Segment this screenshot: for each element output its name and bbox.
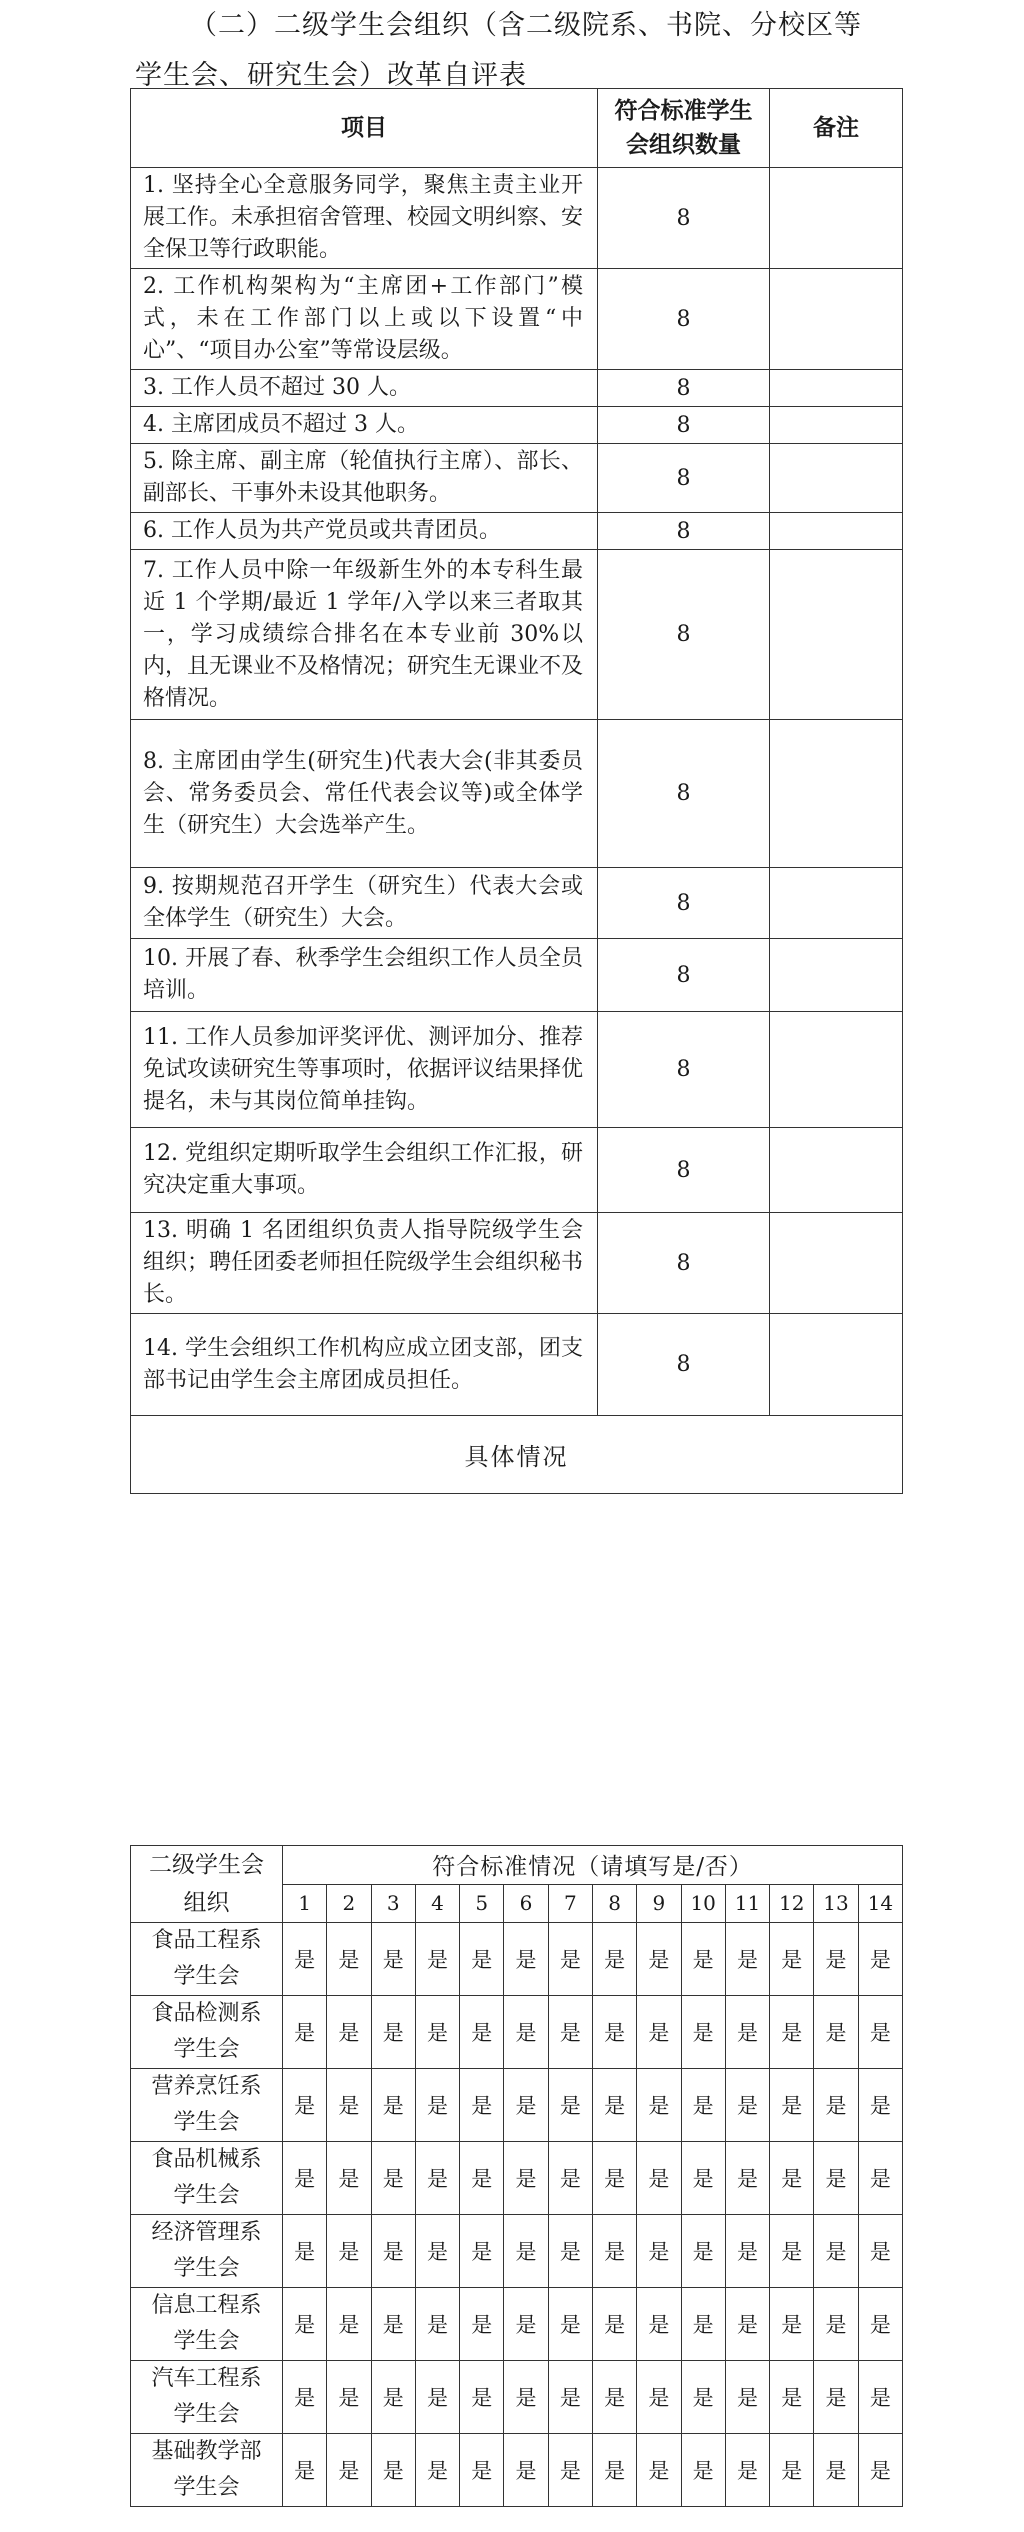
status-row [131, 2434, 903, 2507]
status-value: 是 [814, 2434, 858, 2507]
status-value: 是 [814, 1923, 858, 1996]
status-value: 是 [327, 2142, 371, 2215]
status-value: 是 [592, 1996, 636, 2069]
status-value: 是 [283, 2434, 327, 2507]
item-number: 12 [770, 1884, 814, 1923]
table-row [131, 939, 903, 1012]
status-value: 是 [814, 2142, 858, 2215]
status-value: 是 [548, 1996, 592, 2069]
status-value: 是 [548, 2069, 592, 2142]
status-value: 是 [371, 1996, 415, 2069]
status-value: 是 [681, 2215, 725, 2288]
header-note: 备注 [770, 89, 903, 168]
item-number: 13 [814, 1884, 858, 1923]
status-value: 是 [681, 2434, 725, 2507]
status-value: 是 [415, 2069, 459, 2142]
status-value: 是 [770, 2288, 814, 2361]
status-value: 是 [592, 2142, 636, 2215]
org-name-line-2: 学生会 [173, 2183, 240, 2208]
org-name-line-2: 学生会 [173, 2329, 240, 2354]
org-name-line-2: 学生会 [173, 2037, 240, 2062]
status-value: 是 [460, 2142, 504, 2215]
detail-title-row [131, 1416, 903, 1494]
header-count-line-2: 会组织数量 [626, 132, 741, 158]
status-value: 是 [592, 1923, 636, 1996]
item-note [770, 1128, 903, 1213]
org-name-line-1: 食品工程系 [151, 1928, 262, 1953]
org-header-line-2: 组织 [183, 1890, 230, 1916]
status-value: 是 [770, 2142, 814, 2215]
item-number: 8 [592, 1884, 636, 1923]
status-value: 是 [371, 2215, 415, 2288]
status-value: 是 [283, 1996, 327, 2069]
item-text: 13. 明确 1 名团组织负责人指导院级学生会组织；聘任团委老师担任院级学生会组织秘书长。 [131, 1213, 598, 1314]
item-text: 4. 主席团成员不超过 3 人。 [131, 407, 598, 444]
status-value: 是 [504, 2142, 548, 2215]
table-row [131, 407, 903, 444]
item-count: 8 [598, 444, 770, 513]
table-row [131, 269, 903, 370]
status-value: 是 [504, 2215, 548, 2288]
status-value: 是 [415, 2361, 459, 2434]
item-count: 8 [598, 1314, 770, 1416]
item-number: 7 [548, 1884, 592, 1923]
item-count: 8 [598, 370, 770, 407]
status-value: 是 [415, 2215, 459, 2288]
status-value: 是 [460, 2361, 504, 2434]
status-value: 是 [415, 1923, 459, 1996]
status-value: 是 [725, 2288, 769, 2361]
item-count: 8 [598, 168, 770, 269]
table-row [131, 1012, 903, 1128]
status-value: 是 [858, 2288, 902, 2361]
status-value: 是 [460, 2434, 504, 2507]
item-count: 8 [598, 1128, 770, 1213]
item-count: 8 [598, 1213, 770, 1314]
status-value: 是 [814, 2069, 858, 2142]
status-value: 是 [770, 1996, 814, 2069]
standard-header: 符合标准情况（请填写是/否） [283, 1846, 903, 1885]
item-note [770, 868, 903, 939]
status-row [131, 2215, 903, 2288]
item-text: 10. 开展了春、秋季学生会组织工作人员全员培训。 [131, 939, 598, 1012]
item-number: 5 [460, 1884, 504, 1923]
status-value: 是 [637, 2215, 681, 2288]
status-value: 是 [637, 1996, 681, 2069]
item-note [770, 444, 903, 513]
status-value: 是 [504, 1923, 548, 1996]
status-value: 是 [858, 2434, 902, 2507]
status-value: 是 [725, 2434, 769, 2507]
status-value: 是 [592, 2434, 636, 2507]
status-value: 是 [681, 2069, 725, 2142]
org-name-line-1: 食品检测系 [151, 2001, 262, 2026]
status-value: 是 [637, 2142, 681, 2215]
status-value: 是 [548, 2142, 592, 2215]
items-body [131, 168, 903, 1416]
status-value: 是 [637, 1923, 681, 1996]
status-value: 是 [592, 2361, 636, 2434]
status-value: 是 [681, 1996, 725, 2069]
status-value: 是 [327, 2288, 371, 2361]
header-row [131, 89, 903, 168]
status-value: 是 [327, 2069, 371, 2142]
status-value: 是 [770, 2434, 814, 2507]
table-row [131, 720, 903, 868]
org-name-line-2: 学生会 [173, 2475, 240, 2500]
status-value: 是 [371, 2361, 415, 2434]
status-value: 是 [327, 1923, 371, 1996]
item-number: 14 [858, 1884, 902, 1923]
org-name-line-2: 学生会 [173, 2402, 240, 2427]
status-value: 是 [858, 2361, 902, 2434]
status-value: 是 [858, 1996, 902, 2069]
status-value: 是 [725, 1923, 769, 1996]
status-value: 是 [283, 2215, 327, 2288]
status-value: 是 [504, 1996, 548, 2069]
org-name-line-1: 食品机械系 [151, 2147, 262, 2172]
title-line-2: 学生会、研究生会）改革自评表 [135, 60, 527, 91]
table-row [131, 370, 903, 407]
status-value: 是 [283, 2069, 327, 2142]
status-value: 是 [681, 2288, 725, 2361]
item-note [770, 370, 903, 407]
status-value: 是 [637, 2288, 681, 2361]
status-value: 是 [814, 2361, 858, 2434]
status-value: 是 [858, 1923, 902, 1996]
status-value: 是 [283, 2288, 327, 2361]
item-text: 1. 坚持全心全意服务同学，聚焦主责主业开展工作。未承担宿舍管理、校园文明纠察、安全保卫等行政职能。 [131, 168, 598, 269]
status-value: 是 [371, 2288, 415, 2361]
status-value: 是 [548, 1923, 592, 1996]
status-value: 是 [460, 1996, 504, 2069]
status-value: 是 [858, 2215, 902, 2288]
self-assessment-table [130, 88, 903, 1494]
status-value: 是 [415, 2434, 459, 2507]
item-text: 6. 工作人员为共产党员或共青团员。 [131, 513, 598, 550]
status-value: 是 [548, 2215, 592, 2288]
item-text: 3. 工作人员不超过 30 人。 [131, 370, 598, 407]
item-note [770, 1314, 903, 1416]
table-row [131, 1128, 903, 1213]
status-value: 是 [770, 2215, 814, 2288]
status-value: 是 [460, 2069, 504, 2142]
item-count: 8 [598, 868, 770, 939]
status-value: 是 [283, 1923, 327, 1996]
status-value: 是 [637, 2434, 681, 2507]
status-value: 是 [460, 2288, 504, 2361]
status-row [131, 1996, 903, 2069]
status-value: 是 [725, 2361, 769, 2434]
table-row [131, 168, 903, 269]
status-value: 是 [283, 2361, 327, 2434]
org-name-line-1: 信息工程系 [151, 2293, 262, 2318]
item-number: 11 [725, 1884, 769, 1923]
status-value: 是 [504, 2361, 548, 2434]
org-header-line-1: 二级学生会 [149, 1852, 264, 1878]
org-name [131, 1996, 283, 2069]
title-line-1: （二）二级学生会组织（含二级院系、书院、分校区等 [190, 10, 862, 41]
status-value: 是 [725, 2215, 769, 2288]
header-count-line-1: 符合标准学生 [614, 98, 753, 124]
status-row [131, 2069, 903, 2142]
status-row [131, 2288, 903, 2361]
item-text: 2. 工作机构架构为“主席团+工作部门”模式，未在工作部门以上或以下设置“中心”、“项目办公室”等常设层级。 [131, 269, 598, 370]
status-row [131, 2361, 903, 2434]
table-row [131, 868, 903, 939]
status-table [130, 1845, 903, 2507]
status-value: 是 [371, 2069, 415, 2142]
item-number: 4 [415, 1884, 459, 1923]
status-value: 是 [504, 2069, 548, 2142]
item-number: 1 [283, 1884, 327, 1923]
item-number: 10 [681, 1884, 725, 1923]
header-count [598, 89, 770, 168]
header-item: 项目 [131, 89, 598, 168]
item-number: 6 [504, 1884, 548, 1923]
status-value: 是 [770, 2361, 814, 2434]
status-value: 是 [681, 1923, 725, 1996]
status-value: 是 [415, 2142, 459, 2215]
table-row [131, 550, 903, 720]
status-value: 是 [814, 2215, 858, 2288]
status-row [131, 1923, 903, 1996]
item-text: 14. 学生会组织工作机构应成立团支部，团支部书记由学生会主席团成员担任。 [131, 1314, 598, 1416]
status-value: 是 [814, 2288, 858, 2361]
org-name-line-1: 汽车工程系 [151, 2366, 262, 2391]
status-value: 是 [371, 1923, 415, 1996]
status-value: 是 [592, 2288, 636, 2361]
org-name-line-2: 学生会 [173, 2256, 240, 2281]
org-name-line-1: 经济管理系 [151, 2220, 262, 2245]
org-name [131, 2069, 283, 2142]
org-name [131, 2215, 283, 2288]
status-header-row [131, 1846, 903, 1885]
status-value: 是 [681, 2361, 725, 2434]
status-body [131, 1923, 903, 2507]
org-header [131, 1846, 283, 1923]
status-value: 是 [592, 2069, 636, 2142]
status-value: 是 [725, 2142, 769, 2215]
status-value: 是 [371, 2434, 415, 2507]
item-note [770, 269, 903, 370]
status-value: 是 [371, 2142, 415, 2215]
table-row [131, 1213, 903, 1314]
status-row [131, 2142, 903, 2215]
status-value: 是 [858, 2142, 902, 2215]
item-count: 8 [598, 939, 770, 1012]
item-text: 5. 除主席、副主席（轮值执行主席）、部长、副部长、干事外未设其他职务。 [131, 444, 598, 513]
status-value: 是 [327, 2215, 371, 2288]
status-value: 是 [327, 1996, 371, 2069]
item-text: 8. 主席团由学生(研究生)代表大会(非其委员会、常务委员会、常任代表会议等)或全体学生（研究生）大会选举产生。 [131, 720, 598, 868]
status-value: 是 [725, 2069, 769, 2142]
item-note [770, 407, 903, 444]
item-note [770, 1213, 903, 1314]
item-count: 8 [598, 513, 770, 550]
status-value: 是 [460, 2215, 504, 2288]
status-value: 是 [637, 2069, 681, 2142]
org-name [131, 2142, 283, 2215]
org-name-line-2: 学生会 [173, 1964, 240, 1989]
item-note [770, 550, 903, 720]
detail-title: 具体情况 [131, 1416, 903, 1494]
status-value: 是 [858, 2069, 902, 2142]
org-name [131, 1923, 283, 1996]
status-value: 是 [504, 2288, 548, 2361]
status-value: 是 [770, 2069, 814, 2142]
status-value: 是 [725, 1996, 769, 2069]
status-value: 是 [283, 2142, 327, 2215]
status-value: 是 [460, 1923, 504, 1996]
table-row [131, 513, 903, 550]
item-count: 8 [598, 550, 770, 720]
item-text: 12. 党组织定期听取学生会组织工作汇报，研究决定重大事项。 [131, 1128, 598, 1213]
item-number: 9 [637, 1884, 681, 1923]
item-note [770, 168, 903, 269]
status-value: 是 [814, 1996, 858, 2069]
table-row [131, 1314, 903, 1416]
item-number: 2 [327, 1884, 371, 1923]
status-value: 是 [415, 2288, 459, 2361]
item-note [770, 720, 903, 868]
item-note [770, 1012, 903, 1128]
item-count: 8 [598, 1012, 770, 1128]
status-value: 是 [415, 1996, 459, 2069]
org-name-line-1: 营养烹饪系 [151, 2074, 262, 2099]
status-value: 是 [327, 2434, 371, 2507]
item-text: 9. 按期规范召开学生（研究生）代表大会或全体学生（研究生）大会。 [131, 868, 598, 939]
org-name-line-1: 基础教学部 [151, 2439, 262, 2464]
item-text: 11. 工作人员参加评奖评优、测评加分、推荐免试攻读研究生等事项时，依据评议结果择优提名，未与其岗位简单挂钩。 [131, 1012, 598, 1128]
status-value: 是 [681, 2142, 725, 2215]
item-count: 8 [598, 720, 770, 868]
status-value: 是 [637, 2361, 681, 2434]
status-value: 是 [592, 2215, 636, 2288]
org-name [131, 2361, 283, 2434]
status-value: 是 [548, 2434, 592, 2507]
status-value: 是 [327, 2361, 371, 2434]
org-name [131, 2434, 283, 2507]
item-count: 8 [598, 407, 770, 444]
item-note [770, 939, 903, 1012]
status-value: 是 [770, 1923, 814, 1996]
item-note [770, 513, 903, 550]
status-value: 是 [548, 2288, 592, 2361]
org-name [131, 2288, 283, 2361]
status-value: 是 [504, 2434, 548, 2507]
table-row [131, 444, 903, 513]
status-value: 是 [548, 2361, 592, 2434]
item-text: 7. 工作人员中除一年级新生外的本专科生最近 1 个学期/最近 1 学年/入学以来三者取其一，学习成绩综合排名在本专业前 30%以内，且无课业不及格情况；研究生无课业不及格情况。 [131, 550, 598, 720]
org-name-line-2: 学生会 [173, 2110, 240, 2135]
item-number: 3 [371, 1884, 415, 1923]
item-count: 8 [598, 269, 770, 370]
